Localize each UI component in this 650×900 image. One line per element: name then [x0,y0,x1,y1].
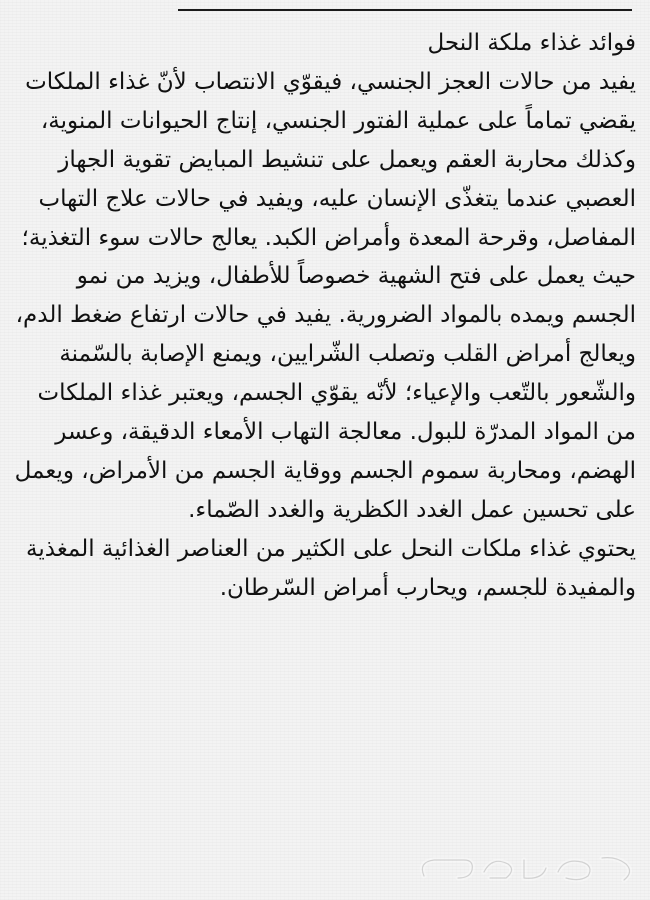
article-title: فوائد غذاء ملكة النحل [427,30,636,56]
article-body [14,24,636,608]
article-paragraph-2: يحتوي غذاء ملكات النحل على الكثير من العناصر الغذائية المغذية والمفيدة للجسم، ويحارب أمراض السّرطان. [26,535,636,601]
watermark-logo-icon [412,842,642,890]
top-divider [178,9,632,11]
article-paragraph-1: يفيد من حالات العجز الجنسي، فيقوّي الانتصاب لأنّ غذاء الملكات يقضي تماماً على عملية الفتور الجنسي، إنتاج الحيوانات المنوية، وكذلك محاربة العقم ويعمل على تنشيط المبايض تقوية الجهاز العصبي عندما يتغذّى الإنسان عليه، ويفيد في حالات علاج التهاب المفاصل، وقرحة المعدة وأمراض الكبد. يعالج حالات سوء التغذية؛ حيث يعمل على فتح الشهية خصوصاً للأطفال، ويزيد من نمو الجسم ويمده بالمواد الضرورية. يفيد في حالات ارتفاع ضغط الدم، ويعالج أمراض القلب وتصلب الشّرايين، ويمنع الإصابة بالسّمنة والشّعور بالتّعب والإعياء؛ لأنّه يقوّي الجسم، ويعتبر غذاء الملكات من المواد المدرّة للبول. معالجة التهاب الأمعاء الدقيقة، وعسر الهضم، ومحاربة سموم الجسم ووقاية الجسم من الأمراض، ويعمل على تحسين عمل الغدد الكظرية والغدد الصّماء. [14,68,636,523]
haraj-logo-watermark [412,842,642,890]
